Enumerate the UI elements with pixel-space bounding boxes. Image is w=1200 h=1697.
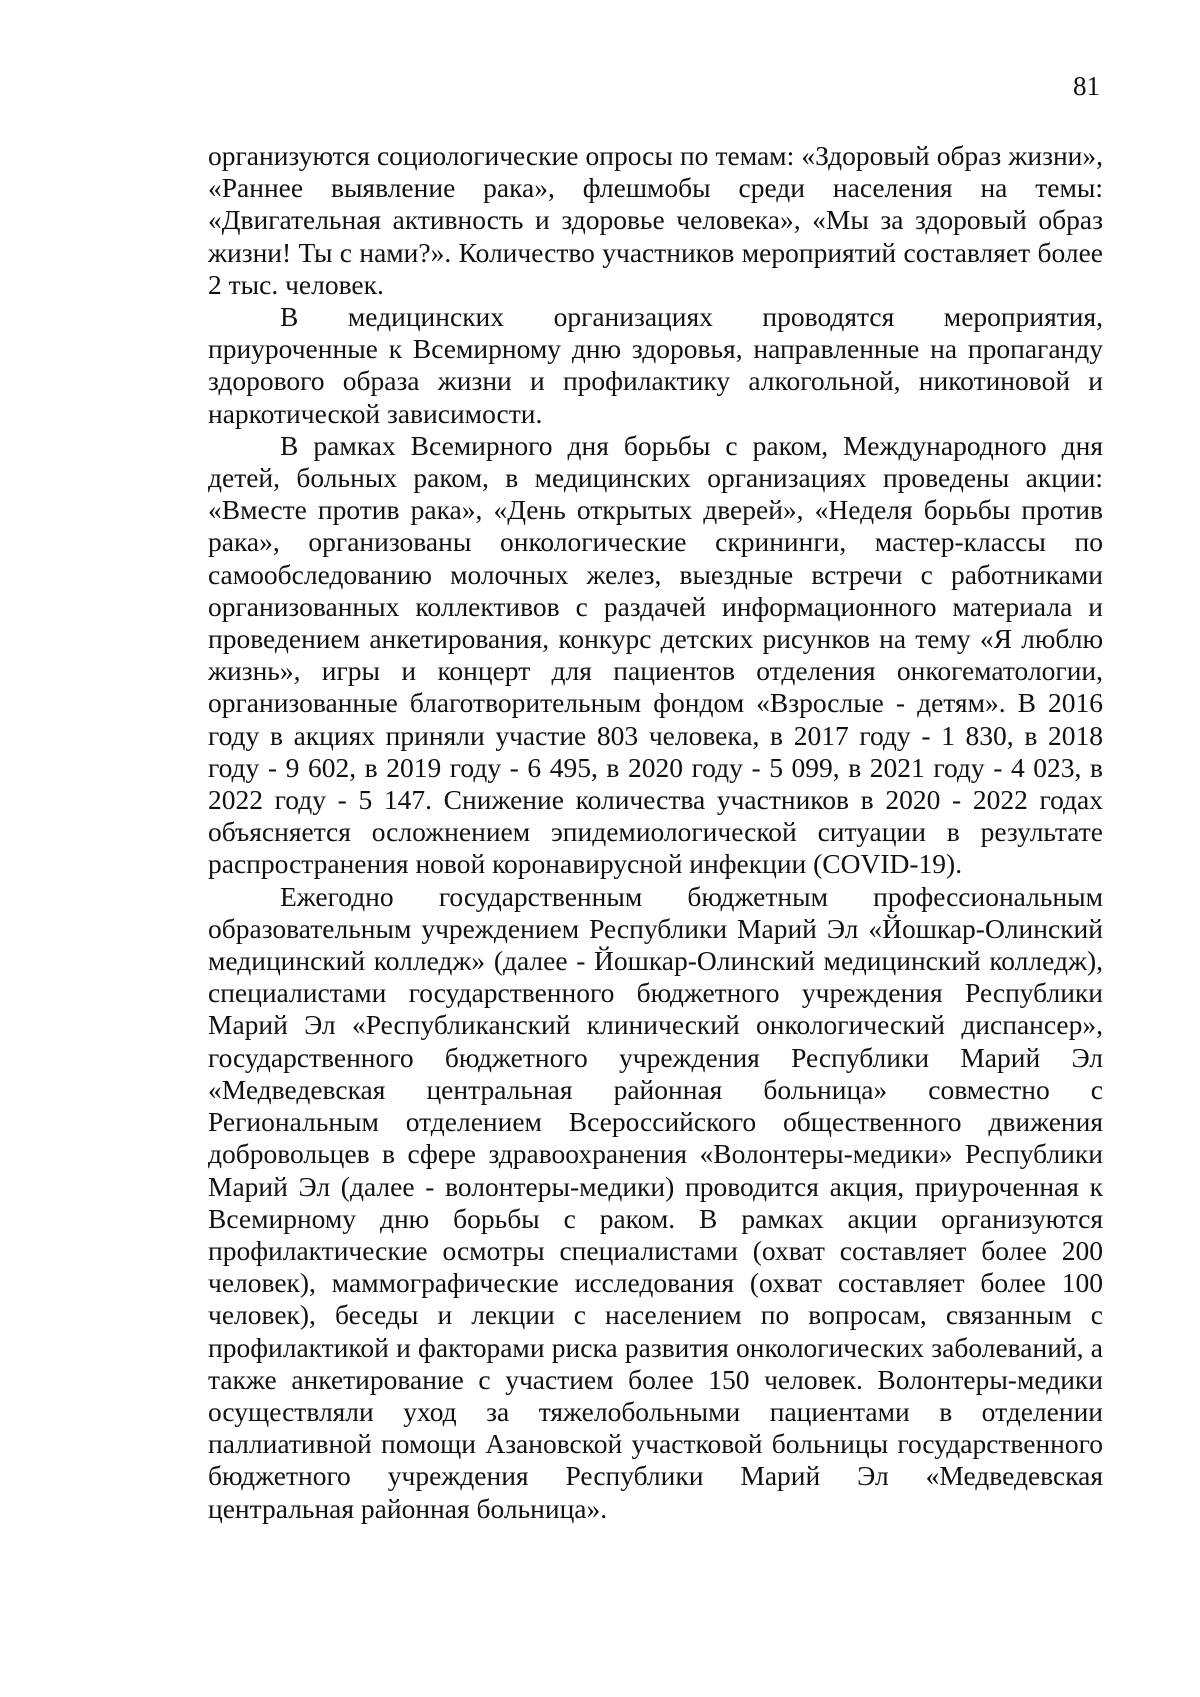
paragraph-continuation: организуются социологические опросы по темам: «Здоровый образ жизни», «Раннее выявление рака», флешмобы среди населения на темы: «Двигательная активность и здоровье человека», «Мы за здоровый образ жизни! Ты с нами?». Количество участников мероприятий составляет более 2 тыс. человек. bbox=[208, 140, 1103, 300]
page-number: 81 bbox=[1073, 71, 1100, 101]
paragraph-cancer-day-actions: В рамках Всемирного дня борьбы с раком, Международного дня детей, больных раком, в медицинских организациях проведены акции: «Вместе против рака», «День открытых дверей», «Неделя борьбы против рака», организованы онкологические скрининги, мастер-классы по самообследованию молочных желез, выездные встречи с работниками организованных коллективов с раздачей информационного материала и проведением анкетирования, конкурс детских рисунков на тему «Я люблю жизнь», игры и концерт для пациентов отделения онкогематологии, организованные благотворительным фондом «Взрослые - детям». В 2016 году в акциях приняли участие 803 человека, в 2017 году - 1 830, в 2018 году - 9 602, в 2019 году - 6 495, в 2020 году - 5 099, в 2021 году - 4 023, в 2022 году - 5 147. Снижение количества участников в 2020 - 2022 годах объясняется осложнением эпидемиологической ситуации в результате распространения новой коронавирусной инфекции (COVID-19). bbox=[208, 429, 1103, 880]
paragraph-health-day-events: В медицинских организациях проводятся мероприятия, приуроченные к Всемирному дню здоровья, направленные на пропаганду здорового образа жизни и профилактику алкогольной, никотиновой и наркотической зависимости. bbox=[208, 301, 1103, 429]
paragraph-medical-college-action: Ежегодно государственным бюджетным профессиональным образовательным учреждением Республики Марий Эл «Йошкар-Олинский медицинский колледж» (далее - Йошкар-Олинский медицинский колледж), специалистами государственного бюджетного учреждения Республики Марий Эл «Республиканский клинический онкологический диспансер», государственного бюджетного учреждения Республики Марий Эл «Медведевская центральная районная больница» совместно с Региональным отделением Всероссийского общественного движения добровольцев в сфере здравоохранения «Волонтеры-медики» Республики Марий Эл (далее - волонтеры-медики) проводится акция, приуроченная к Всемирному дню борьбы с раком. В рамках акции организуются профилактические осмотры специалистами (охват составляет более 200 человек), маммографические исследования (охват составляет более 100 человек), беседы и лекции с населением по вопросам, связанным с профилактикой и факторами риска развития онкологических заболеваний, а также анкетирование с участием более 150 человек. Волонтеры-медики осуществляли уход за тяжелобольными пациентами в отделении паллиативной помощи Азановской участковой больницы государственного бюджетного учреждения Республики Марий Эл «Медведевская центральная районная больница». bbox=[208, 880, 1103, 1524]
document-body bbox=[208, 140, 1103, 1525]
